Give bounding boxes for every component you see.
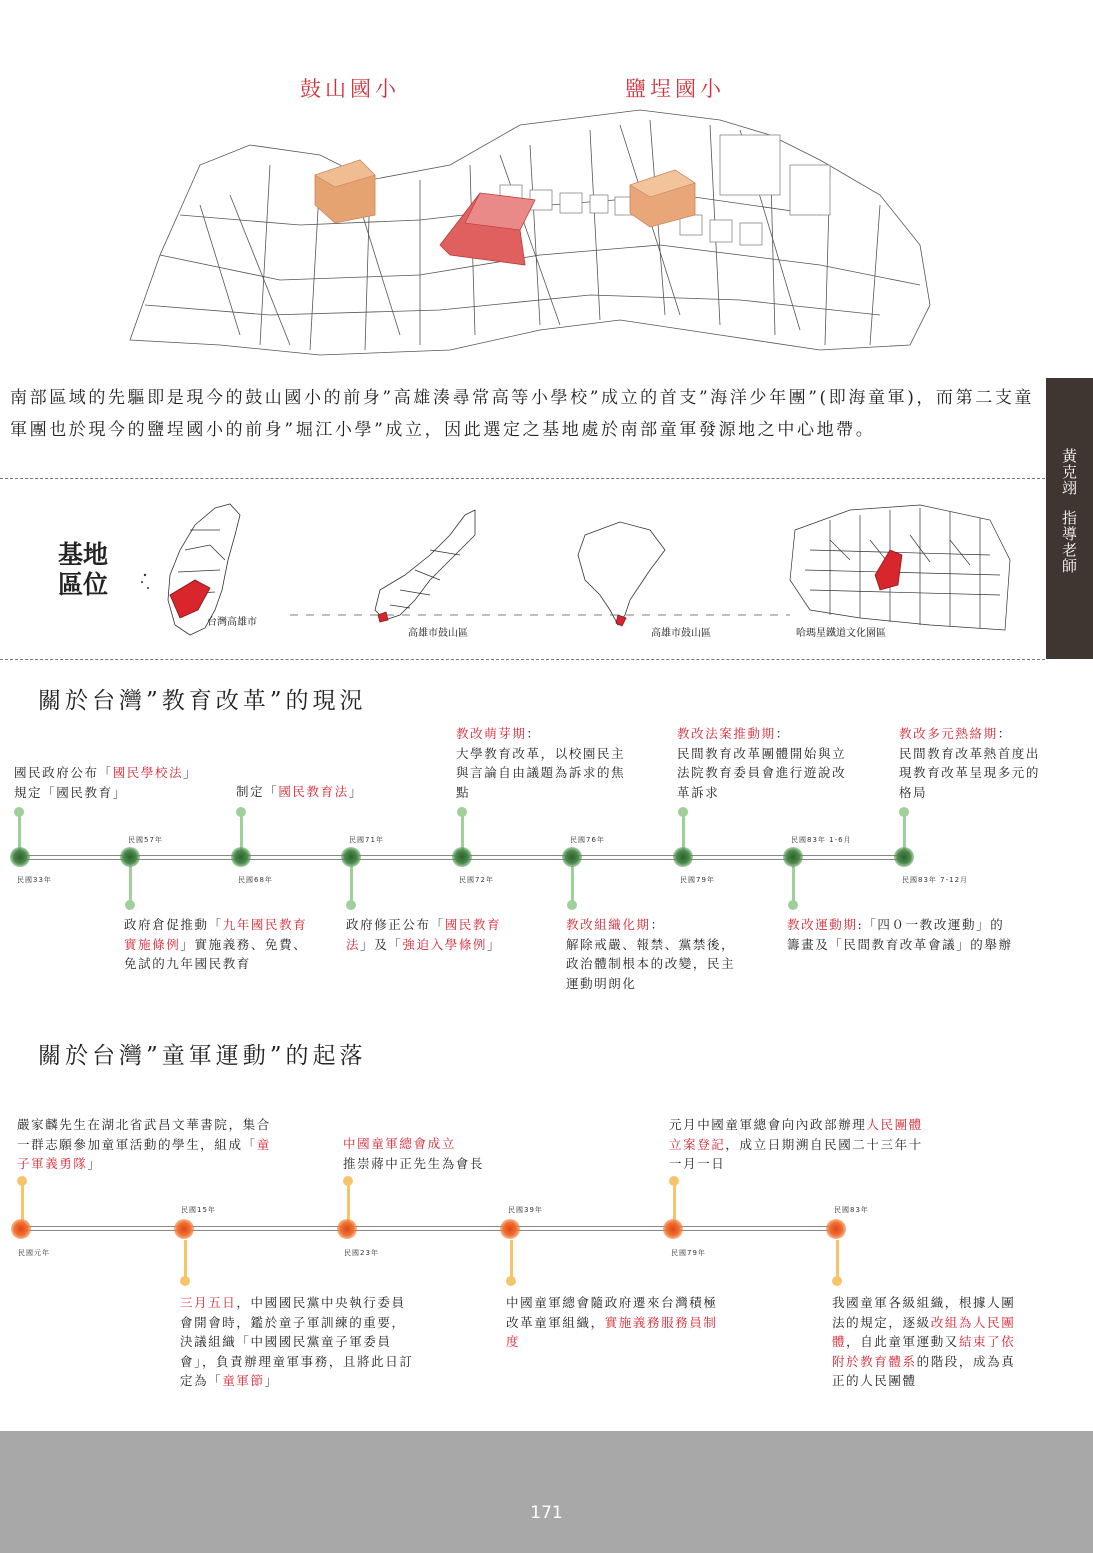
edu-cap-top-3: [457, 807, 467, 817]
edu-text-top-4: 教改法案推動期： 民間教育改革團體開始與立法院教育委員會進行遊說改革訴求: [677, 726, 847, 800]
scout-year-above-3: 民國83年: [834, 1206, 869, 1214]
edu-node-3: [231, 847, 251, 867]
gushan-school-block: [315, 160, 375, 223]
scout-node-6: [826, 1219, 846, 1239]
scout-cap-bottom-1: [180, 1276, 190, 1286]
scout-year-below-3: 民國79年: [671, 1249, 706, 1257]
scout-node-4: [500, 1219, 520, 1239]
map-label-kaohsiung: 高雄市鼓山區: [408, 628, 468, 639]
edu-year-below-3: 民國72年: [459, 876, 494, 884]
scout-year-below-1: 民國元年: [18, 1249, 50, 1257]
scout-node-2: [174, 1219, 194, 1239]
scout-cap-bottom-3: [832, 1276, 842, 1286]
scout-cap-top-3: [669, 1176, 679, 1186]
edu-year-below-5: 民國83年 7-12月: [902, 876, 969, 884]
scout-section-title: 關於台灣”童軍運動”的起落: [38, 1043, 367, 1069]
scout-year-above-2: 民國39年: [508, 1206, 543, 1214]
map-label-taiwan: 台灣高雄市: [207, 617, 257, 628]
edu-text-top-1: 國民政府公布「國民學校法」 規定「國民教育」: [14, 765, 198, 800]
scout-text-top-1: 嚴家麟先生在湖北省武昌文華書院，集合一群志願參加童軍活動的學生，組成「童子軍義勇隊」: [17, 1117, 271, 1171]
edu-year-below-1: 民國33年: [17, 876, 52, 884]
scout-cap-bottom-2: [506, 1276, 516, 1286]
page-number: 171: [530, 1503, 563, 1523]
base-location-title: [58, 540, 108, 600]
map-label-hamasen: 哈瑪星鐵道文化園區: [796, 628, 886, 639]
edu-cap-bottom-2: [346, 900, 356, 910]
edu-node-7: [673, 847, 693, 867]
edu-cap-bottom-3: [567, 900, 577, 910]
sidebar-advisor: [1046, 378, 1093, 659]
edu-year-below-2: 民國68年: [238, 876, 273, 884]
scout-stem-bottom-3: [836, 1240, 839, 1280]
edu-text-top-5: 教改多元熱絡期： 民間教育改革熱首度出現教育改革呈現多元的格局: [899, 726, 1041, 800]
edu-year-above-2: 民國71年: [349, 836, 384, 844]
scout-year-above-1: 民國15年: [181, 1206, 216, 1214]
edu-text-bottom-1: 政府倉促推動「九年國民教育實施條例」實施義務、免費、免試的九年國民教育: [124, 917, 308, 971]
scout-text-bottom-3: 我國童軍各級組織，根據人團法的規定，逐級改組為人民團體，自此童軍運動又結束了依附於教育體系的階段，成為真正的人民團體: [832, 1295, 1016, 1388]
edu-node-4: [341, 847, 361, 867]
edu-cap-top-5: [899, 807, 909, 817]
advisor-title: 指導老師: [1061, 509, 1077, 575]
scout-stem-bottom-2: [510, 1240, 513, 1280]
edu-cap-bottom-1: [125, 900, 135, 910]
map-label-gushan: 高雄市鼓山區: [651, 628, 711, 639]
edu-node-9: [894, 847, 914, 867]
divider-bottom: [0, 659, 1045, 660]
edu-text-top-2: 制定「國民教育法」: [236, 784, 363, 799]
edu-node-5: [452, 847, 472, 867]
edu-text-bottom-3: 教改組織化期： 解除戒嚴、報禁、黨禁後，政治體制根本的改變，民主運動明朗化: [566, 917, 736, 991]
scout-node-3: [337, 1219, 357, 1239]
scout-text-bottom-2: 中國童軍總會隨政府遷來台灣積極改革童軍組織，實施義務服務員制度: [506, 1295, 718, 1349]
edu-node-6: [562, 847, 582, 867]
edu-cap-top-4: [678, 807, 688, 817]
school-label-yancheng: 鹽埕國小: [625, 77, 725, 101]
edu-text-bottom-2: 政府修正公布「國民教育法」及「強迫入學條例」: [346, 917, 502, 952]
scout-cap-top-2: [343, 1176, 353, 1186]
edu-year-above-1: 民國57年: [128, 836, 163, 844]
scout-text-bottom-1: 三月五日，中國國民黨中央執行委員會開會時，鑑於童子軍訓練的重要，決議組織「中國國民黨童子軍委員會」，負責辦理童軍事務，且將此日訂定為「童軍節」: [180, 1295, 414, 1388]
scout-year-below-2: 民國23年: [344, 1249, 379, 1257]
scout-text-top-2: 中國童軍總會成立 推崇蔣中正先生為會長: [343, 1136, 485, 1171]
education-section-title: 關於台灣”教育改革”的現況: [38, 688, 367, 714]
edu-node-2: [120, 847, 140, 867]
school-label-gushan: 鼓山國小: [300, 77, 400, 101]
advisor-name: 黃克翊: [1061, 447, 1077, 497]
base-title-line1: 基地: [58, 540, 109, 569]
hamasen-map: [790, 505, 1010, 630]
edu-text-bottom-4: 教改運動期:「四０一教改運動」的籌畫及「民間教育改革會議」的舉辦: [787, 917, 1013, 952]
edu-year-above-4: 民國83年 1-6月: [791, 836, 852, 844]
scout-stem-bottom-1: [184, 1240, 187, 1280]
scout-node-1: [11, 1219, 31, 1239]
site-3d-map: [120, 105, 950, 360]
scout-node-5: [663, 1219, 683, 1239]
scout-timeline-line: [22, 1226, 840, 1231]
edu-cap-bottom-4: [788, 900, 798, 910]
scout-cap-top-1: [17, 1176, 27, 1186]
site-red-block: [440, 193, 535, 265]
edu-node-1: [10, 847, 30, 867]
base-title-line2: 區位: [58, 570, 109, 599]
edu-cap-top-1: [14, 807, 24, 817]
edu-node-8: [783, 847, 803, 867]
intro-paragraph: 南部區域的先驅即是現今的鼓山國小的前身”高雄湊尋常高等小學校”成立的首支”海洋少年團”(即海童軍)，而第二支童軍團也於現今的鹽埕國小的前身”堀江小學”成立，因此選定之基地處於南部童軍發源地之中心地帶。: [10, 388, 1035, 440]
location-maps: [130, 500, 1030, 650]
edu-cap-top-2: [236, 807, 246, 817]
edu-year-above-3: 民國76年: [570, 836, 605, 844]
gushan-district-map: [578, 522, 665, 626]
edu-text-top-3: 教改萌芽期： 大學教育改革，以校園民主與言論自由議題為訴求的焦點: [456, 726, 626, 800]
page-footer: [0, 1431, 1093, 1553]
edu-year-below-4: 民國79年: [680, 876, 715, 884]
divider-top: [0, 478, 1045, 479]
scout-text-top-3: 元月中國童軍總會向內政部辦理人民團體立案登記，成立日期溯自民國二十三年十一月一日: [669, 1117, 923, 1171]
kaohsiung-map: [375, 510, 475, 622]
